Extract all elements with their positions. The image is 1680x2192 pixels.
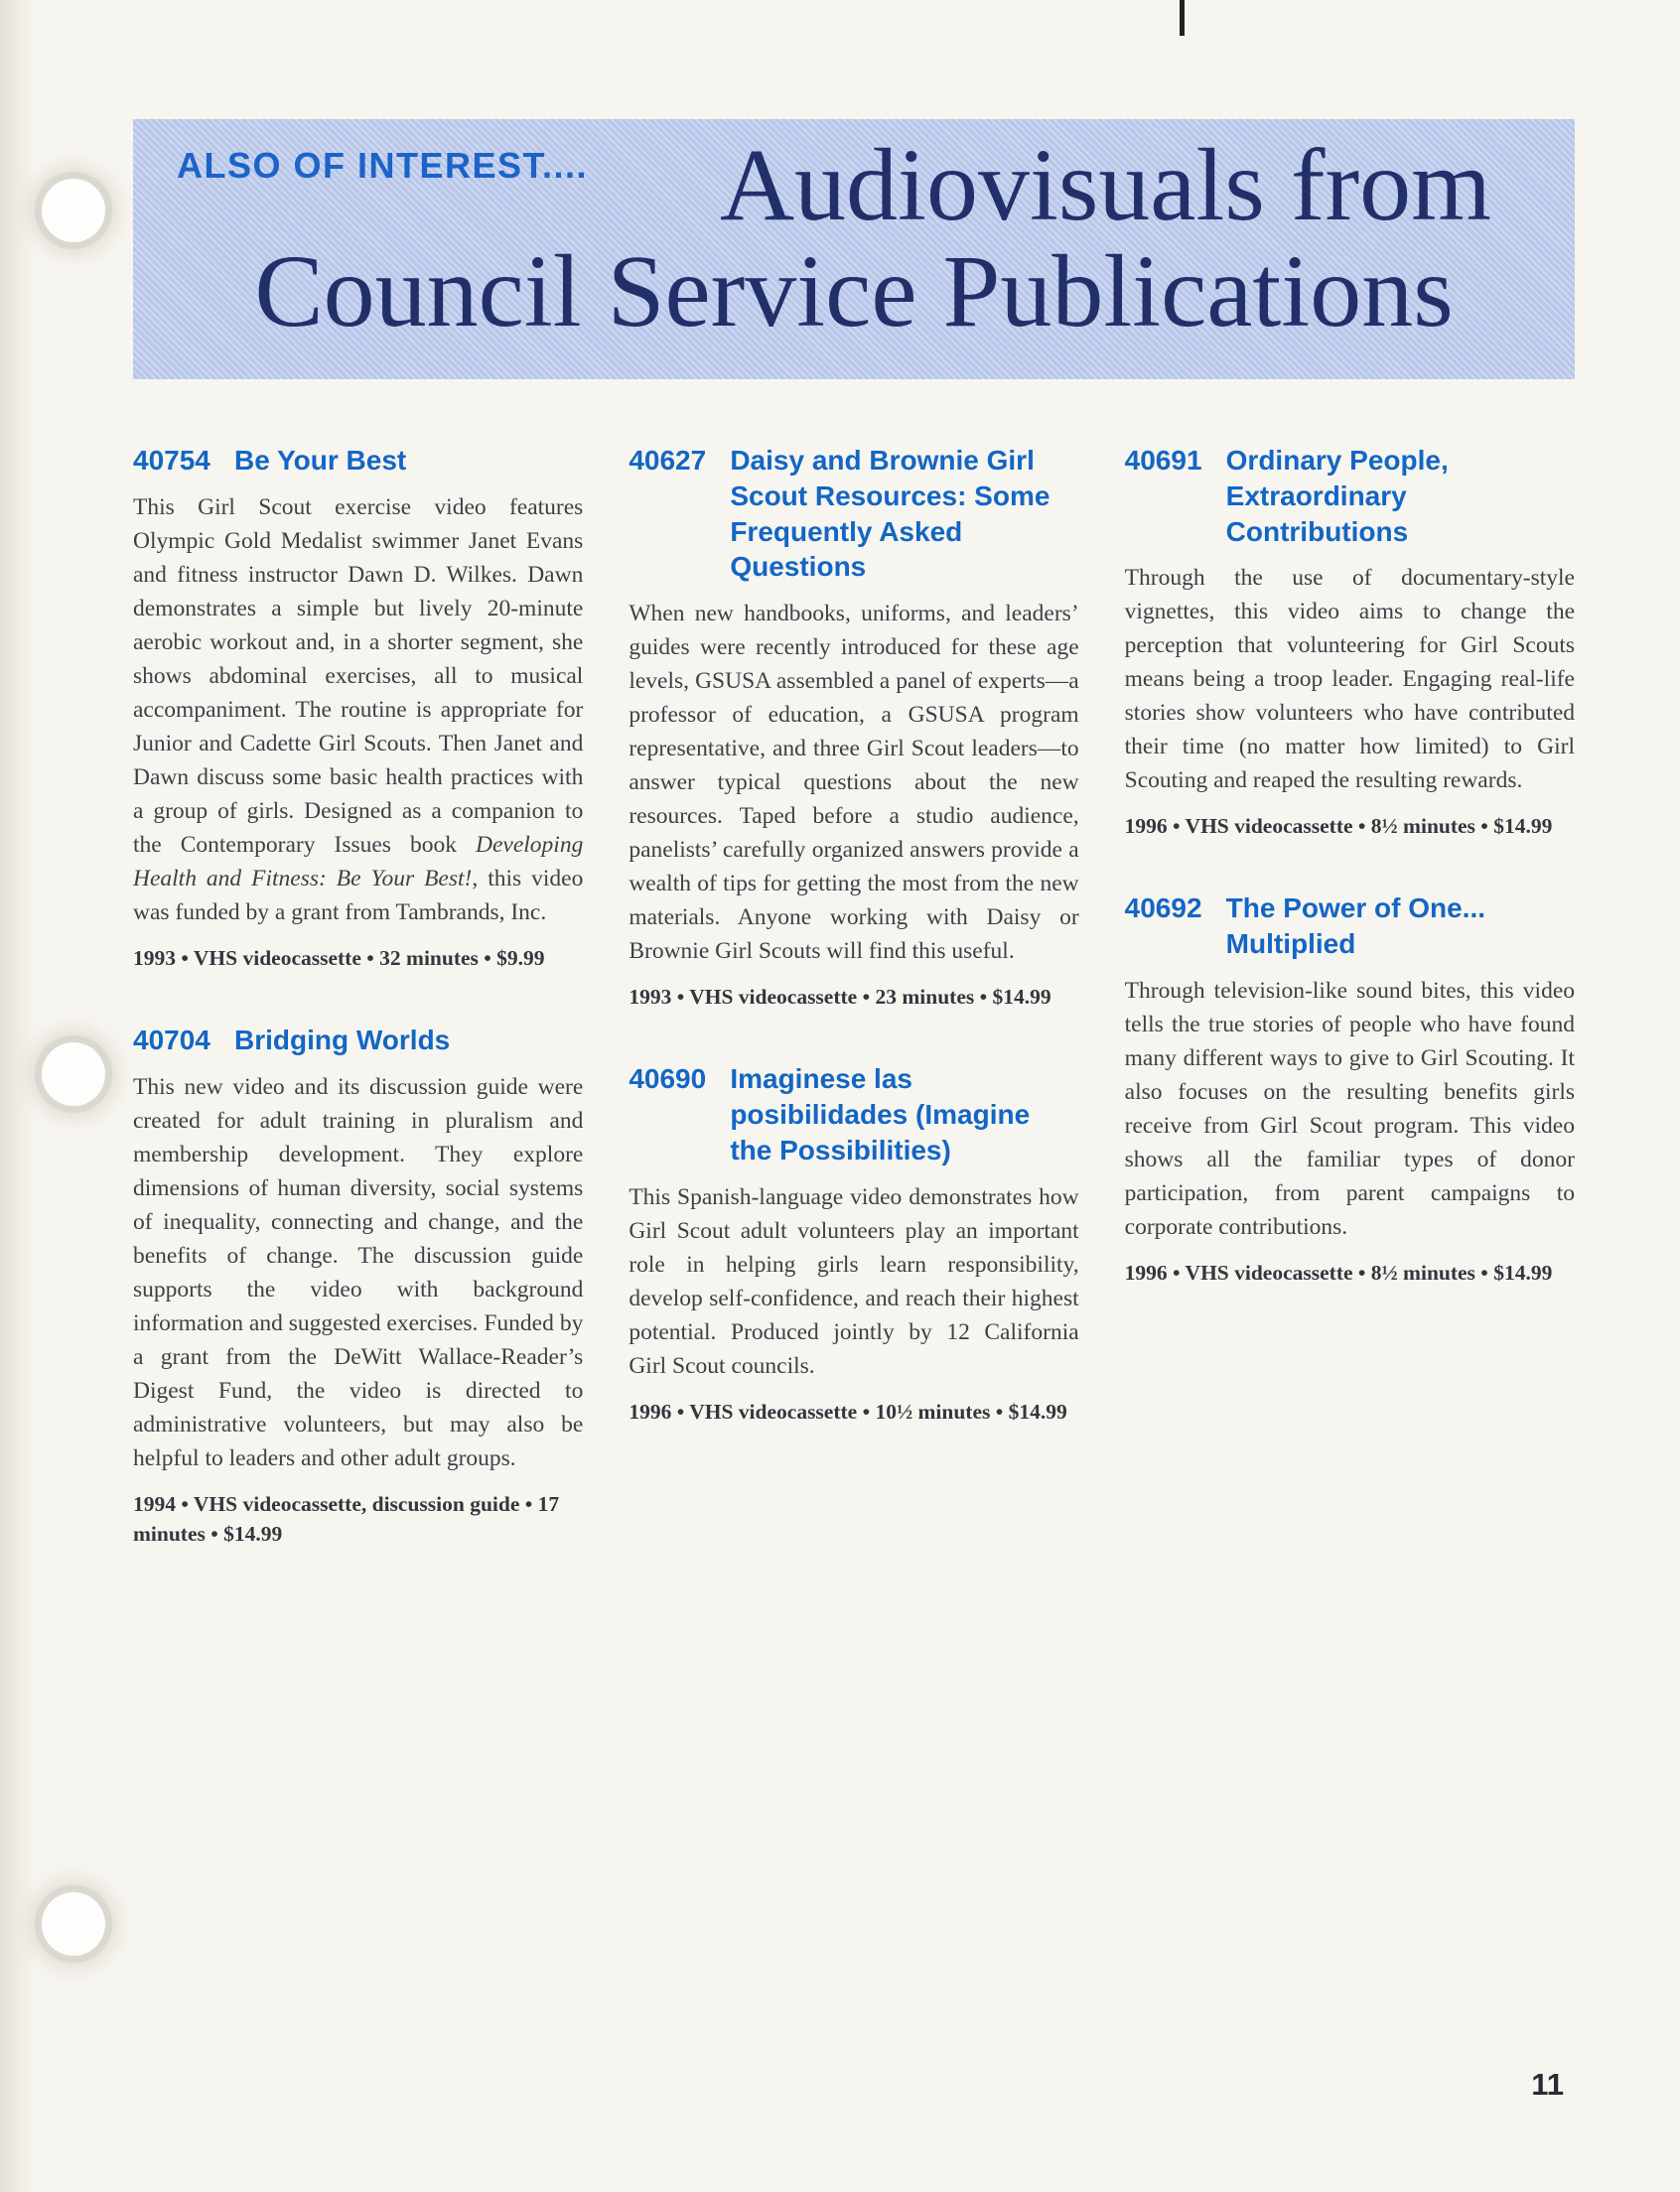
entry-title: Ordinary People, Extraordinary Contributions bbox=[1225, 445, 1449, 547]
entry-body-text: This Girl Scout exercise video features Olympic Gold Medalist swimmer Janet Evans and fitness instructor Dawn D. Wilkes. Dawn demonstrates a simple but lively 20-minute aerobic workout and, in a shorter segment, she shows abdominal exercises, all to musical accompaniment. The routine is appropriate for Junior and Cadette Girl Scouts. Then Janet and Dawn discuss some basic health practices with a group of girls. Designed as a companion to the Contemporary Issues book bbox=[133, 493, 584, 858]
catalog-entry-40690 bbox=[629, 1061, 1078, 1426]
banner bbox=[133, 119, 1575, 379]
punch-hole bbox=[42, 1042, 105, 1106]
column-2 bbox=[629, 443, 1078, 1549]
entry-heading bbox=[1125, 443, 1575, 549]
entry-code: 40704 bbox=[133, 1024, 210, 1055]
entry-body: Through television-like sound bites, this video tells the true stories of people who have found many different ways to give to Girl Scouting. It also focuses on the resulting benefits girls receive from Girl Scout program. This video shows all the familiar types of donor participation, from parent campaigns to corporate contributions. bbox=[1124, 978, 1575, 1241]
entry-body bbox=[133, 490, 583, 929]
entry-heading bbox=[133, 443, 583, 479]
catalog-entry-40691 bbox=[1125, 443, 1575, 841]
entry-code: 40627 bbox=[629, 445, 707, 476]
column-3 bbox=[1125, 443, 1575, 1549]
entry-title: Daisy and Brownie Girl Scout Resources: Some Frequently Asked Questions bbox=[730, 445, 1050, 583]
entry-meta: 1996 • VHS videocassette • 10½ minutes • $14.99 bbox=[629, 1399, 1067, 1424]
entry-body-text: , this video was funded by a grant from Tambrands, Inc. bbox=[133, 865, 584, 925]
catalog-entry-40692 bbox=[1125, 890, 1575, 1288]
entry-title: The Power of One... Multiplied bbox=[1225, 892, 1486, 960]
entry-code: 40754 bbox=[133, 445, 210, 476]
banner-kicker: ALSO OF INTEREST.... bbox=[177, 145, 589, 186]
scan-mark bbox=[1180, 0, 1185, 36]
entry-code: 40691 bbox=[1124, 445, 1202, 476]
entry-body: Through the use of documentary-style vignettes, this video aims to change the perception that volunteering for Girl Scouts means being a troop leader. Engaging real-life stories show volunteers who have contributed their time (no matter how limited) to Girl Scouting and reaped the resulting rewards. bbox=[1124, 565, 1575, 794]
entry-body: When new handbooks, uniforms, and leaders’ guides were recently introduced for these age levels, GSUSA assembled a panel of experts—a professor of education, a GSUSA program representative, and three Girl Scout leaders—to answer typical questions about the new resources. Taped before a studio audience, panelists’ carefully organized answers provide a wealth of tips for getting the most from the new materials. Anyone working with Daisy or Brownie Girl Scouts will find this useful. bbox=[629, 601, 1079, 965]
catalog-entry-40704 bbox=[133, 1023, 583, 1549]
banner-title-line1: Audiovisuals from bbox=[719, 128, 1491, 242]
catalog-columns bbox=[133, 443, 1575, 1549]
entry-heading bbox=[629, 443, 1078, 585]
punch-hole bbox=[42, 1892, 105, 1956]
entry-title: Bridging Worlds bbox=[234, 1024, 451, 1055]
entry-meta: 1993 • VHS videocassette • 32 minutes • $9.99 bbox=[133, 945, 545, 970]
entry-meta: 1996 • VHS videocassette • 8½ minutes • $14.99 bbox=[1124, 814, 1553, 839]
entry-code: 40690 bbox=[629, 1063, 707, 1095]
entry-code: 40692 bbox=[1124, 892, 1202, 924]
entry-body: This Spanish-language video demonstrates how Girl Scout adult volunteers play an important role in helping girls learn responsibility, develop self-confidence, and reach their highest potential. Produced jointly by 12 California Girl Scout councils. bbox=[629, 1183, 1079, 1379]
banner-title-line2: Council Service Publications bbox=[254, 234, 1454, 349]
entry-meta: 1994 • VHS videocassette, discussion guide • 17 minutes • $14.99 bbox=[133, 1491, 560, 1546]
entry-title: Imaginese las posibilidades (Imagine the Possibilities) bbox=[730, 1063, 1031, 1165]
punch-hole bbox=[42, 179, 105, 242]
entry-meta: 1993 • VHS videocassette • 23 minutes • $14.99 bbox=[629, 985, 1051, 1010]
entry-heading bbox=[1125, 890, 1575, 962]
entry-body-italic-title: Developing Health and Fitness: Be Your Best! bbox=[133, 831, 584, 891]
entry-heading bbox=[133, 1023, 583, 1058]
page-left-edge bbox=[0, 0, 36, 2192]
page-number: 11 bbox=[1531, 2067, 1564, 2102]
entry-body: This new video and its discussion guide were created for adult training in pluralism and membership development. They explore dimensions of human diversity, social systems of inequality, connecting and change, and the benefits of change. The discussion guide supports the video with background information and suggested exercises. Funded by a grant from the DeWitt Wallace-Reader’s Digest Fund, the video is directed to administrative volunteers, but may also be helpful to leaders and other adult groups. bbox=[133, 1073, 584, 1471]
entry-meta: 1996 • VHS videocassette • 8½ minutes • $14.99 bbox=[1124, 1261, 1553, 1286]
catalog-entry-40627 bbox=[629, 443, 1078, 1012]
entry-title: Be Your Best bbox=[234, 445, 407, 476]
catalog-entry-40754 bbox=[133, 443, 583, 973]
column-1 bbox=[133, 443, 583, 1549]
entry-heading bbox=[629, 1061, 1078, 1167]
